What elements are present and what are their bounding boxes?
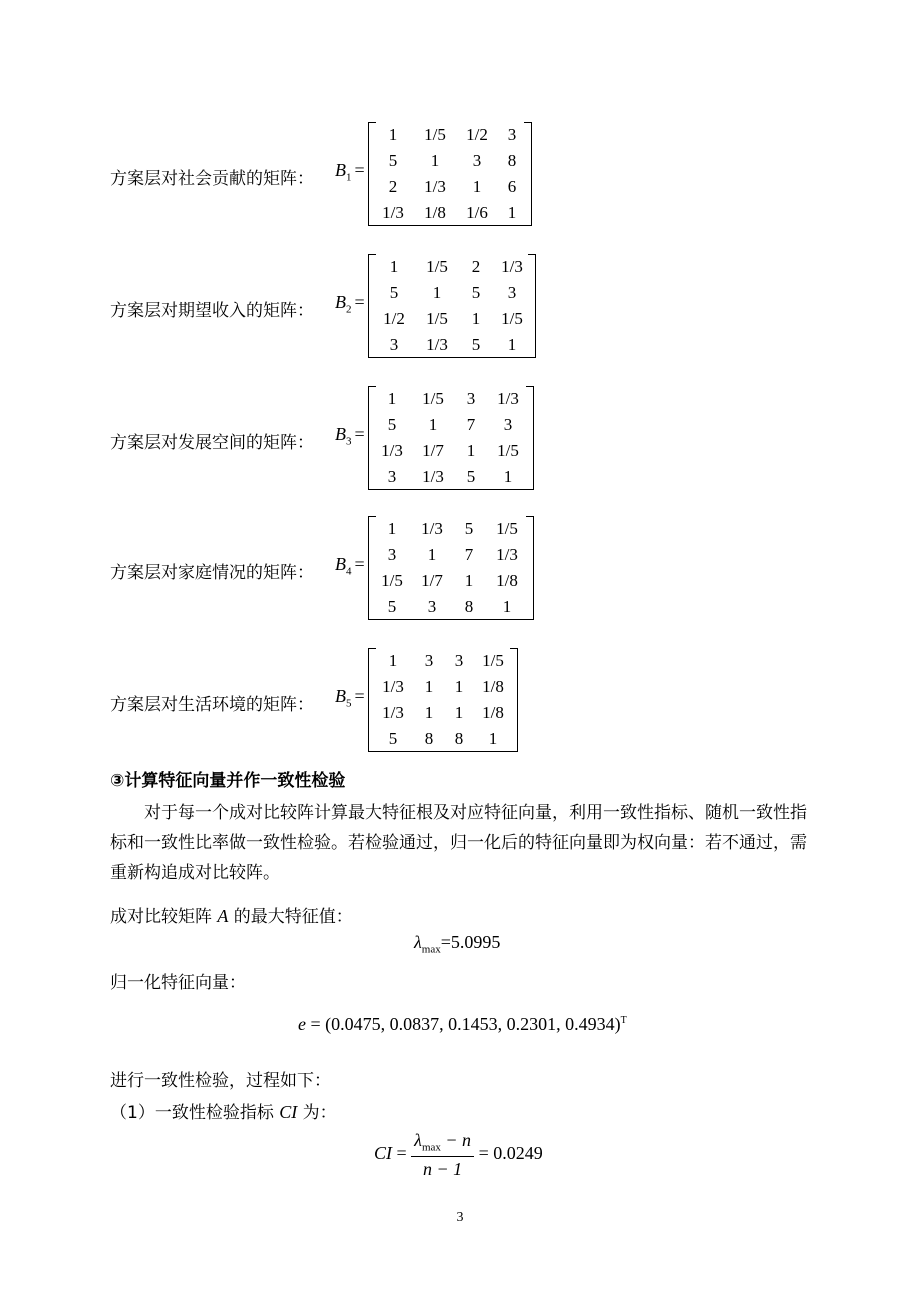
section-heading: ③计算特征向量并作一致性检验	[110, 771, 346, 791]
consistency-intro: 进行一致性检验，过程如下：	[110, 1071, 331, 1091]
matrix-symbol: $B_3$ =	[335, 424, 365, 448]
matrix-cell: 1	[464, 571, 474, 590]
matrix-cell: 1	[424, 703, 434, 722]
matrix-brackets	[368, 648, 518, 752]
matrix-label: 方案层对家庭情况的矩阵：	[110, 563, 314, 583]
matrix-cell: 3	[427, 597, 437, 616]
matrix-label: 方案层对生活环境的矩阵：	[110, 695, 314, 715]
matrix-cell: 1/2	[383, 309, 405, 328]
matrix-cell: 3	[424, 651, 434, 670]
matrix-cell: 2	[388, 177, 398, 196]
matrix-cell: 3	[472, 151, 482, 170]
matrix-cell: 1/8	[496, 571, 518, 590]
matrix-cell: 6	[507, 177, 517, 196]
matrix-brackets	[368, 516, 534, 620]
matrix-brackets	[368, 386, 534, 490]
ci-denominator: n − 1	[423, 1158, 463, 1179]
matrix-cell: 1	[427, 545, 437, 564]
matrix-cell: 8	[507, 151, 517, 170]
matrix-cell: 1/5	[496, 519, 518, 538]
matrix-cell: 1	[471, 309, 481, 328]
ci-numerator: $\lambda_{max} - n$	[411, 1130, 474, 1157]
matrix-cell: 1/3	[422, 467, 444, 486]
matrix-cell: 1	[507, 203, 517, 222]
matrix-cell: 1	[387, 389, 397, 408]
matrix-cell: 1/5	[422, 389, 444, 408]
matrix-cell: 8	[424, 729, 434, 748]
matrix-cell: 1	[388, 125, 398, 144]
matrix-cell: 1/3	[421, 519, 443, 538]
matrix-cell: 1	[502, 597, 512, 616]
lambda-max-formula: $\lambda_{max}=5.0995$	[414, 932, 501, 956]
eigenvector-formula: e = (0.0475, 0.0837, 0.1453, 0.2301, 0.4934)$^T$	[298, 1014, 627, 1034]
matrix-cell: 1	[387, 519, 397, 538]
matrix-cell: 1	[454, 677, 464, 696]
matrix-cell: 5	[389, 283, 399, 302]
matrix-cell: 1	[428, 415, 438, 434]
matrix-cell: 3	[387, 467, 397, 486]
matrix-cell: 1	[424, 677, 434, 696]
ci-intro: （1）一致性检验指标 CI 为：	[110, 1102, 337, 1123]
matrix-cell: 5	[471, 335, 481, 354]
matrix-cell: 1/6	[466, 203, 488, 222]
ci-formula: CI = $\frac{\lambda_{max} - n}{n - 1}$ = 0.0249	[374, 1130, 543, 1179]
matrix-cell: 1/3	[497, 389, 519, 408]
matrix-cell: 1	[503, 467, 513, 486]
matrix-cell: 3	[466, 389, 476, 408]
matrix-cell: 1/3	[426, 335, 448, 354]
matrix-label: 方案层对社会贡献的矩阵：	[110, 169, 314, 189]
matrix-cell: 1/8	[424, 203, 446, 222]
matrix-cell: 1/8	[482, 703, 504, 722]
matrix-cell: 1/3	[381, 441, 403, 460]
matrix-symbol: $B_5$ =	[335, 686, 365, 710]
matrix-cell: 3	[507, 125, 517, 144]
matrix-cell: 3	[387, 545, 397, 564]
matrix-cell: 2	[471, 257, 481, 276]
normalized-intro: 归一化特征向量：	[110, 973, 246, 993]
matrix-cell: 1/3	[424, 177, 446, 196]
matrix-cell: 5	[464, 519, 474, 538]
matrix-cell: 5	[388, 151, 398, 170]
method-paragraph: 对于每一个成对比较阵计算最大特征根及对应特征向量，利用一致性指标、随机一致性指标和一致性比率做一致性检验。若检验通过，归一化后的特征向量即为权向量：若不通过，需重新构追成对比较阵。	[110, 803, 807, 883]
max-eigen-intro: 成对比较矩阵 A 的最大特征值：	[110, 906, 353, 927]
matrix-cell: 1/2	[466, 125, 488, 144]
matrix-cell: 1	[466, 441, 476, 460]
matrix-cell: 1/5	[501, 309, 523, 328]
var-ci: CI	[279, 1102, 298, 1122]
ci-fraction	[411, 1130, 474, 1180]
matrix-cell: 1/7	[421, 571, 443, 590]
matrix-cell: 7	[464, 545, 474, 564]
matrix-cell: 1	[507, 335, 517, 354]
matrix-cell: 5	[387, 415, 397, 434]
matrix-cell: 5	[388, 729, 398, 748]
matrix-cell: 8	[454, 729, 464, 748]
matrix-cell: 3	[454, 651, 464, 670]
matrix-symbol: $B_4$ =	[335, 554, 365, 578]
matrix-cell: 1/8	[482, 677, 504, 696]
matrix-cell: 8	[464, 597, 474, 616]
matrix-cell: 1	[432, 283, 442, 302]
matrix-cell: 1/3	[382, 703, 404, 722]
var-a: A	[217, 906, 229, 926]
matrix-cell: 1	[472, 177, 482, 196]
matrix-cell: 7	[466, 415, 476, 434]
matrix-cell: 5	[471, 283, 481, 302]
matrix-cell: 1/3	[501, 257, 523, 276]
matrix-cell: 1	[388, 651, 398, 670]
matrix-cell: 3	[503, 415, 513, 434]
matrix-label: 方案层对期望收入的矩阵：	[110, 301, 314, 321]
matrix-cell: 1/5	[497, 441, 519, 460]
matrix-cell: 1/3	[382, 677, 404, 696]
matrix-cell: 1/5	[426, 309, 448, 328]
matrix-cell: 1	[389, 257, 399, 276]
matrix-cell: 1	[454, 703, 464, 722]
matrix-label: 方案层对发展空间的矩阵：	[110, 433, 314, 453]
matrix-cell: 1/7	[422, 441, 444, 460]
matrix-cell: 1/5	[482, 651, 504, 670]
matrix-cell: 1/5	[381, 571, 403, 590]
matrix-cell: 1/3	[496, 545, 518, 564]
matrix-cell: 1/5	[424, 125, 446, 144]
matrix-brackets	[368, 122, 532, 226]
matrix-symbol: $B_1$ =	[335, 160, 365, 184]
matrix-symbol: $B_2$ =	[335, 292, 365, 316]
matrix-brackets	[368, 254, 536, 358]
page-number: 3	[456, 1210, 464, 1225]
matrix-cell: 3	[389, 335, 399, 354]
matrix-cell: 1/5	[426, 257, 448, 276]
matrix-cell: 1/3	[382, 203, 404, 222]
matrix-cell: 1	[488, 729, 498, 748]
matrix-cell: 5	[466, 467, 476, 486]
matrix-cell: 5	[387, 597, 397, 616]
matrix-cell: 1	[430, 151, 440, 170]
matrix-cell: 3	[507, 283, 517, 302]
